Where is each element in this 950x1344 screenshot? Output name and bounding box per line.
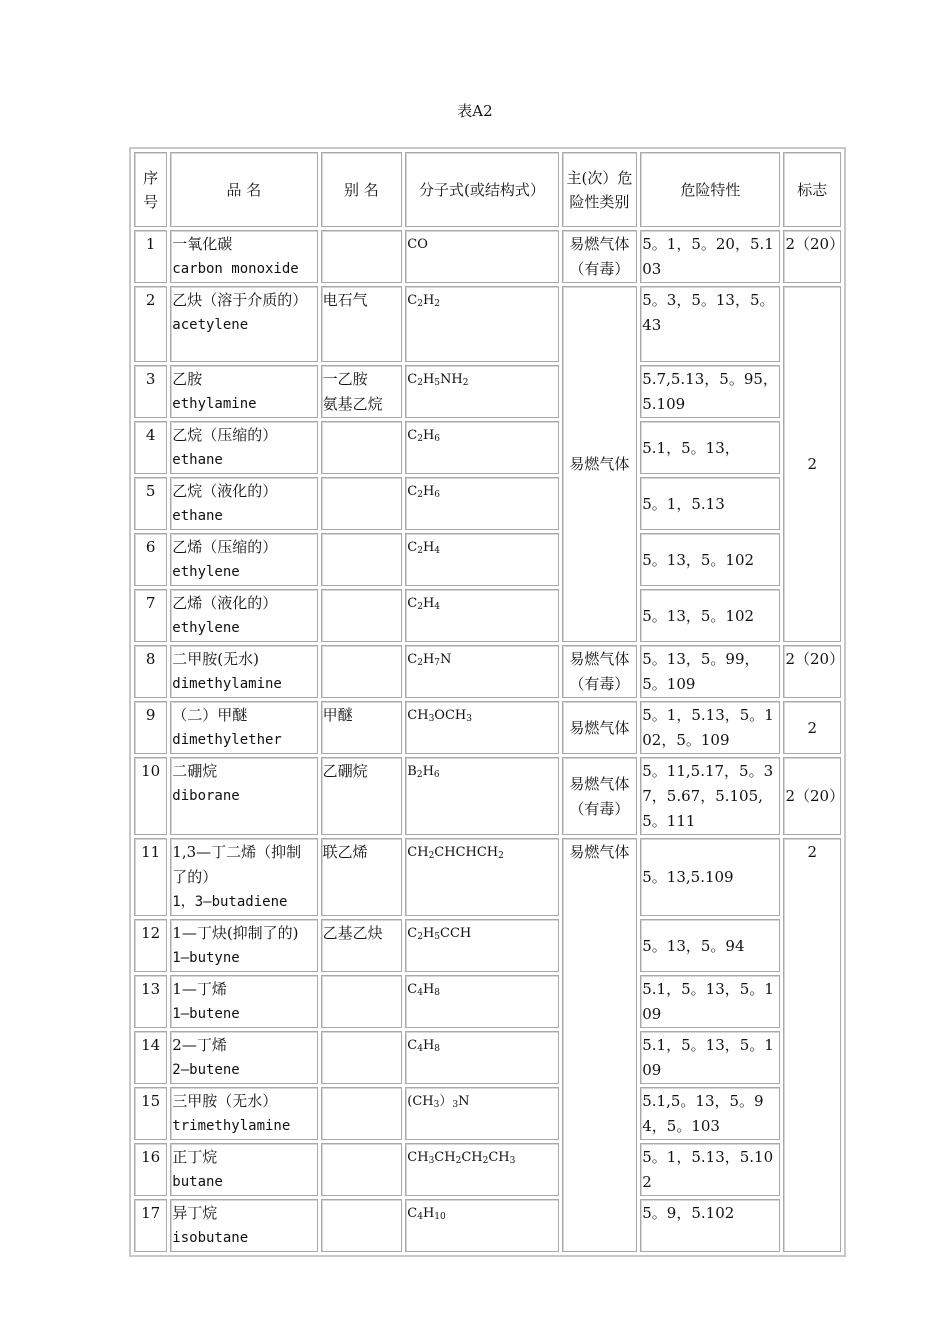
seq-cell: 14 xyxy=(134,1031,167,1084)
hazard-table xyxy=(129,147,846,1257)
props-cell: 5.1，5。13， xyxy=(640,421,780,474)
mark-cell: 2（20） xyxy=(783,230,841,283)
table-row xyxy=(134,589,841,642)
hazard-cell: 易燃气体 xyxy=(562,838,638,1252)
name-cn: 2—丁烯 xyxy=(172,1036,227,1054)
table-header-row xyxy=(134,152,841,227)
name-en: trimethylamine xyxy=(172,1118,291,1134)
name-cell xyxy=(170,533,317,586)
formula-cell: $C_4H_{10}$ xyxy=(405,1199,558,1252)
name-en: ethylene xyxy=(172,620,240,636)
mark-cell: 2（20） xyxy=(783,757,841,835)
formula-cell: $C_2H_5NH_2$ xyxy=(405,365,558,418)
formula-cell: CO xyxy=(405,230,558,283)
seq-cell: 10 xyxy=(134,757,167,835)
props-cell: 5。1，5.13 xyxy=(640,477,780,530)
seq-cell: 5 xyxy=(134,477,167,530)
header-name: 品 名 xyxy=(170,152,317,227)
props-cell: 5。9，5.102 xyxy=(640,1199,780,1252)
name-cell xyxy=(170,477,317,530)
seq-cell: 11 xyxy=(134,838,167,916)
seq-cell: 9 xyxy=(134,701,167,754)
name-en: 1，3—butadiene xyxy=(172,894,288,910)
name-en: dimethylether xyxy=(172,732,282,748)
table-row xyxy=(134,286,841,362)
name-cell xyxy=(170,230,317,283)
seq-cell: 17 xyxy=(134,1199,167,1252)
alias-cell xyxy=(321,1031,403,1084)
name-cn: 1—丁炔(抑制了的) xyxy=(172,924,299,942)
name-cn: 二硼烷 xyxy=(172,762,218,780)
name-cell xyxy=(170,1087,317,1140)
name-en: 1—butyne xyxy=(172,950,240,966)
table-row xyxy=(134,645,841,698)
formula-cell: $C_4H_8$ xyxy=(405,975,558,1028)
formula-cell: $C_4H_8$ xyxy=(405,1031,558,1084)
name-cn: 乙烯（液化的） xyxy=(172,594,278,612)
formula-cell: $B_2H_6$ xyxy=(405,757,558,835)
props-cell: 5。1，5.13，5.102 xyxy=(640,1143,780,1196)
table-row xyxy=(134,1199,841,1252)
name-cn: 乙胺 xyxy=(172,370,203,388)
name-en: butane xyxy=(172,1174,223,1190)
mark-cell: 2（20） xyxy=(783,645,841,698)
alias-cell xyxy=(321,1143,403,1196)
name-cn: 异丁烷 xyxy=(172,1204,218,1222)
mark-cell: 2 xyxy=(783,838,841,1252)
table-row xyxy=(134,477,841,530)
name-cell xyxy=(170,919,317,972)
table-row xyxy=(134,365,841,418)
formula-cell: $C_2H_6$ xyxy=(405,421,558,474)
name-cell xyxy=(170,701,317,754)
name-cell xyxy=(170,1143,317,1196)
props-cell: 5。11,5.17，5。37，5.67，5.105,5。111 xyxy=(640,757,780,835)
alias-cell xyxy=(321,645,403,698)
formula-cell: $C_2H_2$ xyxy=(405,286,558,362)
alias-cell: 联乙烯 xyxy=(321,838,403,916)
seq-cell: 15 xyxy=(134,1087,167,1140)
table-row xyxy=(134,421,841,474)
hazard-cell: 易燃气体（有毒） xyxy=(562,230,638,283)
mark-cell: 2 xyxy=(783,701,841,754)
props-cell: 5。13，5。102 xyxy=(640,533,780,586)
alias-cell xyxy=(321,230,403,283)
props-cell: 5。1，5。20，5.103 xyxy=(640,230,780,283)
alias-cell xyxy=(321,589,403,642)
mark-cell: 2 xyxy=(783,286,841,642)
header-properties: 危险特性 xyxy=(640,152,780,227)
table-caption: 表A2 xyxy=(457,102,493,120)
props-cell: 5。3，5。13，5。43 xyxy=(640,286,780,362)
seq-cell: 16 xyxy=(134,1143,167,1196)
table-row xyxy=(134,838,841,916)
seq-cell: 8 xyxy=(134,645,167,698)
header-hazard-class: 主(次）危险性类别 xyxy=(562,152,638,227)
name-cn: 正丁烷 xyxy=(172,1148,218,1166)
alias-cell: 乙硼烷 xyxy=(321,757,403,835)
seq-cell: 3 xyxy=(134,365,167,418)
seq-cell: 7 xyxy=(134,589,167,642)
seq-cell: 13 xyxy=(134,975,167,1028)
hazard-cell: 易燃气体（有毒） xyxy=(562,645,638,698)
table-row xyxy=(134,1143,841,1196)
name-cell xyxy=(170,838,317,916)
name-en: diborane xyxy=(172,788,240,804)
table-row xyxy=(134,230,841,283)
seq-cell: 12 xyxy=(134,919,167,972)
name-cell xyxy=(170,589,317,642)
table-row xyxy=(134,533,841,586)
name-cell xyxy=(170,365,317,418)
table-row xyxy=(134,701,841,754)
header-alias: 别 名 xyxy=(321,152,403,227)
table-row xyxy=(134,757,841,835)
name-en: isobutane xyxy=(172,1230,249,1246)
name-cn: 乙炔（溶于介质的） xyxy=(172,291,308,309)
table-row xyxy=(134,1031,841,1084)
table-row xyxy=(134,919,841,972)
formula-cell: $CH_3CH_2CH_2CH_3$ xyxy=(405,1143,558,1196)
name-cn: 乙烯（压缩的） xyxy=(172,538,278,556)
name-cell xyxy=(170,645,317,698)
alias-cell: 乙基乙炔 xyxy=(321,919,403,972)
props-cell: 5。13，5。102 xyxy=(640,589,780,642)
alias-cell xyxy=(321,421,403,474)
name-en: dimethylamine xyxy=(172,676,282,692)
props-cell: 5。13，5。99，5。109 xyxy=(640,645,780,698)
name-cn: （二）甲醚 xyxy=(172,706,248,724)
hazard-cell: 易燃气体 xyxy=(562,701,638,754)
name-en: ethane xyxy=(172,508,223,524)
name-en: ethylene xyxy=(172,564,240,580)
alias-cell xyxy=(321,533,403,586)
name-en: ethane xyxy=(172,452,223,468)
name-cell xyxy=(170,757,317,835)
formula-cell: $CH_3OCH_3$ xyxy=(405,701,558,754)
name-cn: 乙烷（液化的） xyxy=(172,482,278,500)
name-cn: 一氧化碳 xyxy=(172,235,233,253)
props-cell: 5.1，5。13，5。109 xyxy=(640,1031,780,1084)
table-row xyxy=(134,1087,841,1140)
props-cell: 5.1,5。13，5。94，5。103 xyxy=(640,1087,780,1140)
header-formula: 分子式(或结构式） xyxy=(405,152,558,227)
seq-cell: 1 xyxy=(134,230,167,283)
name-en: ethylamine xyxy=(172,396,257,412)
name-cell xyxy=(170,1031,317,1084)
name-cell xyxy=(170,1199,317,1252)
name-cn: 二甲胺(无水) xyxy=(172,650,259,668)
name-en: 1—butene xyxy=(172,1006,240,1022)
name-en: carbon monoxide xyxy=(172,261,299,277)
name-cell xyxy=(170,975,317,1028)
props-cell: 5。1，5.13，5。102，5。109 xyxy=(640,701,780,754)
formula-cell: $C_2H_6$ xyxy=(405,477,558,530)
header-mark: 标志 xyxy=(783,152,841,227)
formula-cell: $C_2H_4$ xyxy=(405,589,558,642)
seq-cell: 2 xyxy=(134,286,167,362)
formula-cell: $C_2H_5CCH$ xyxy=(405,919,558,972)
name-cell xyxy=(170,421,317,474)
alias-cell xyxy=(321,1199,403,1252)
name-en: acetylene xyxy=(172,317,249,333)
name-cn: 1,3—丁二烯（抑制了的） xyxy=(172,843,302,886)
alias-cell xyxy=(321,1087,403,1140)
formula-cell: $C_2H_4$ xyxy=(405,533,558,586)
alias-cell xyxy=(321,975,403,1028)
name-en: 2—butene xyxy=(172,1062,240,1078)
hazard-cell: 易燃气体（有毒） xyxy=(562,757,638,835)
alias-cell: 电石气 xyxy=(321,286,403,362)
props-cell: 5。13，5。94 xyxy=(640,919,780,972)
alias-cell: 甲醚 xyxy=(321,701,403,754)
alias-cell: 一乙胺 氨基乙烷 xyxy=(321,365,403,418)
name-cn: 三甲胺（无水） xyxy=(172,1092,278,1110)
props-cell: 5.7,5.13，5。95，5.109 xyxy=(640,365,780,418)
table-row xyxy=(134,975,841,1028)
name-cn: 1—丁烯 xyxy=(172,980,227,998)
alias-cell xyxy=(321,477,403,530)
seq-cell: 6 xyxy=(134,533,167,586)
seq-cell: 4 xyxy=(134,421,167,474)
formula-cell: $CH_2CHCHCH_2$ xyxy=(405,838,558,916)
formula-cell: $C_2H_7N$ xyxy=(405,645,558,698)
name-cell xyxy=(170,286,317,362)
formula-cell: $(CH_3)_3N$ xyxy=(405,1087,558,1140)
header-seq: 序号 xyxy=(134,152,167,227)
props-cell: 5。13,5.109 xyxy=(640,838,780,916)
props-cell: 5.1，5。13，5。109 xyxy=(640,975,780,1028)
name-cn: 乙烷（压缩的） xyxy=(172,426,278,444)
hazard-cell: 易燃气体 xyxy=(562,286,638,642)
